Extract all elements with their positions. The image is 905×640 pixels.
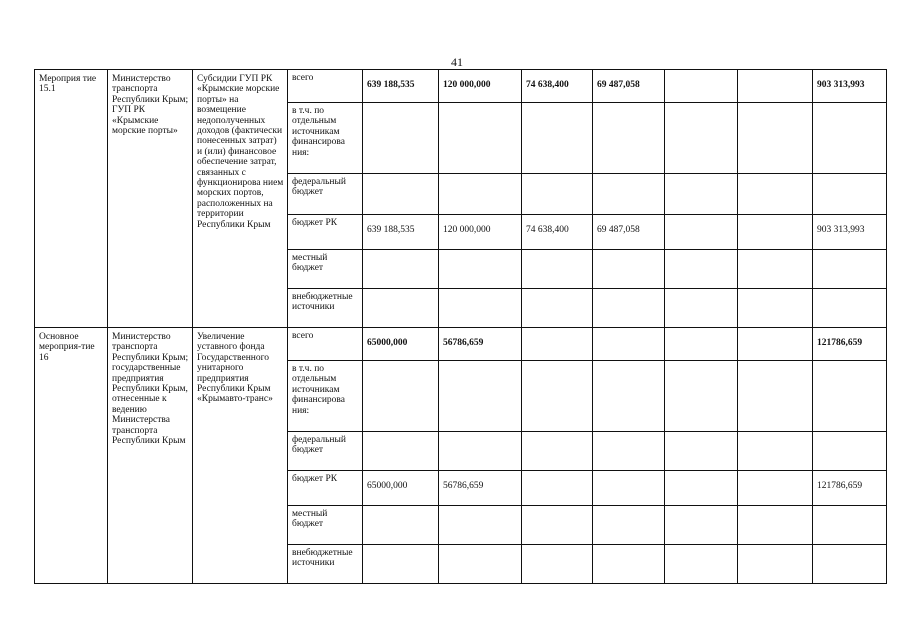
value-cell [593, 174, 665, 215]
value-cell [665, 361, 738, 432]
value-cell [363, 506, 439, 545]
value-cell: 74 638,400 [522, 215, 593, 250]
value-cell [738, 506, 813, 545]
value-cell [522, 328, 593, 361]
value-cell [738, 328, 813, 361]
value-cell [665, 215, 738, 250]
value-cell [738, 289, 813, 328]
value-cell [439, 506, 522, 545]
value-cell [363, 361, 439, 432]
value-cell: 639 188,535 [363, 215, 439, 250]
total-cell: 121786,659 [813, 471, 887, 506]
value-cell: 65000,000 [363, 328, 439, 361]
value-cell [593, 506, 665, 545]
description-cell: Увеличение уставного фонда Государственного унитарного предприятия Республики Крым «Крымавто-транс» [193, 328, 288, 584]
value-cell [522, 174, 593, 215]
value-cell: 69 487,058 [593, 70, 665, 103]
value-cell [738, 432, 813, 471]
value-cell [522, 506, 593, 545]
value-cell [522, 545, 593, 584]
value-cell: 120 000,000 [439, 215, 522, 250]
value-cell: 56786,659 [439, 328, 522, 361]
value-cell [363, 545, 439, 584]
total-cell [813, 103, 887, 174]
value-cell [738, 471, 813, 506]
measure-cell: Основное мероприя-тие 16 [35, 328, 108, 584]
source-label: всего [288, 328, 363, 361]
value-cell: 120 000,000 [439, 70, 522, 103]
value-cell [363, 103, 439, 174]
value-cell [363, 432, 439, 471]
value-cell [522, 250, 593, 289]
value-cell [439, 174, 522, 215]
value-cell [593, 471, 665, 506]
value-cell [363, 289, 439, 328]
value-cell [522, 432, 593, 471]
total-cell: 903 313,993 [813, 215, 887, 250]
value-cell [522, 289, 593, 328]
total-cell: 903 313,993 [813, 70, 887, 103]
value-cell [363, 250, 439, 289]
value-cell [593, 545, 665, 584]
value-cell: 74 638,400 [522, 70, 593, 103]
value-cell: 56786,659 [439, 471, 522, 506]
source-label: всего [288, 70, 363, 103]
source-label: бюджет РК [288, 471, 363, 506]
description-cell: Субсидии ГУП РК «Крымские морские порты» на возмещение недополученных доходов (фактически понесенных затрат) и (или) финансовое обеспечение затрат, связанных с функционирова нием морских портов, расположенных на территории Республики Крым [193, 70, 288, 328]
value-cell [439, 432, 522, 471]
table-row [35, 328, 887, 361]
source-label: местный бюджет [288, 250, 363, 289]
total-cell: 121786,659 [813, 328, 887, 361]
executor-cell: Министерство транспорта Республики Крым; ГУП РК «Крымские морские порты» [108, 70, 193, 328]
value-cell [738, 361, 813, 432]
value-cell [593, 361, 665, 432]
value-cell: 639 188,535 [363, 70, 439, 103]
value-cell [439, 103, 522, 174]
total-cell [813, 361, 887, 432]
total-cell [813, 250, 887, 289]
value-cell [738, 215, 813, 250]
value-cell [738, 70, 813, 103]
value-cell [439, 545, 522, 584]
value-cell: 69 487,058 [593, 215, 665, 250]
source-label: внебюджетные источники [288, 289, 363, 328]
value-cell [665, 289, 738, 328]
value-cell [522, 471, 593, 506]
value-cell [665, 471, 738, 506]
financing-table [34, 69, 887, 584]
value-cell [593, 432, 665, 471]
executor-cell: Министерство транспорта Республики Крым; государственные предприятия Республики Крым, отнесенные к ведению Министерства транспорта Республики Крым [108, 328, 193, 584]
source-label: местный бюджет [288, 506, 363, 545]
value-cell: 65000,000 [363, 471, 439, 506]
source-label: бюджет РК [288, 215, 363, 250]
value-cell [363, 174, 439, 215]
value-cell [738, 545, 813, 584]
total-cell [813, 545, 887, 584]
total-cell [813, 174, 887, 215]
value-cell [665, 545, 738, 584]
value-cell [593, 328, 665, 361]
source-label: внебюджетные источники [288, 545, 363, 584]
total-cell [813, 506, 887, 545]
page-number: 41 [451, 55, 463, 69]
total-cell [813, 432, 887, 471]
value-cell [665, 103, 738, 174]
measure-cell: Мероприя тие 15.1 [35, 70, 108, 328]
source-label: федеральный бюджет [288, 432, 363, 471]
source-label: в т.ч. по отдельным источникам финансирова ния: [288, 103, 363, 174]
value-cell [439, 250, 522, 289]
value-cell [665, 250, 738, 289]
value-cell [738, 174, 813, 215]
value-cell [439, 289, 522, 328]
value-cell [665, 432, 738, 471]
value-cell [522, 103, 593, 174]
value-cell [738, 103, 813, 174]
table-row [35, 70, 887, 103]
value-cell [439, 361, 522, 432]
value-cell [665, 328, 738, 361]
value-cell [738, 250, 813, 289]
value-cell [665, 174, 738, 215]
value-cell [522, 361, 593, 432]
source-label: в т.ч. по отдельным источникам финансирова ния: [288, 361, 363, 432]
value-cell [665, 70, 738, 103]
value-cell [665, 506, 738, 545]
total-cell [813, 289, 887, 328]
value-cell [593, 250, 665, 289]
source-label: федеральный бюджет [288, 174, 363, 215]
value-cell [593, 289, 665, 328]
value-cell [593, 103, 665, 174]
